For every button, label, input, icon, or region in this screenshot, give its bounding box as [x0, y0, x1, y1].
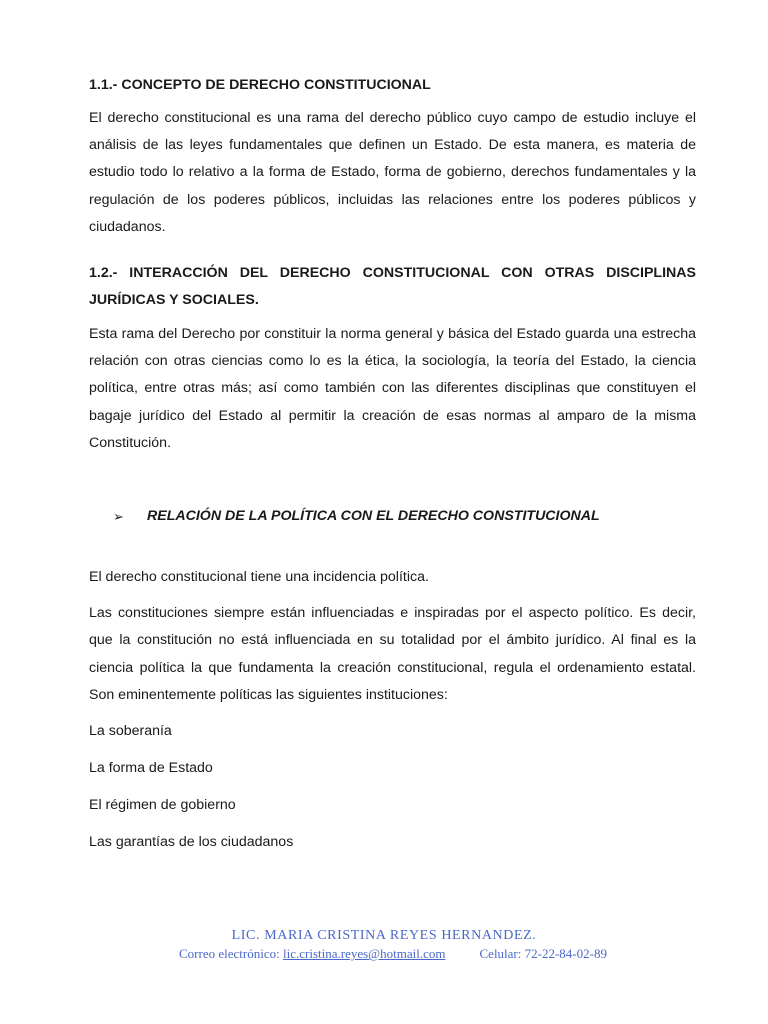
footer-email-label: Correo electrónico:	[179, 946, 280, 961]
footer-email-link[interactable]: lic.cristina.reyes@hotmail.com	[282, 946, 446, 961]
list-item: La forma de Estado	[89, 760, 213, 777]
section-3-paragraph-1: El derecho constitucional tiene una incidencia política.	[89, 569, 429, 586]
footer-contact-line	[0, 946, 768, 962]
section-3-heading	[89, 503, 696, 530]
list-item: La soberanía	[89, 723, 172, 740]
section-1-heading: 1.1.- CONCEPTO DE DERECHO CONSTITUCIONAL	[89, 77, 431, 93]
footer-phone-label: Celular:	[479, 946, 522, 961]
document-page	[89, 72, 696, 856]
section-2-heading: 1.2.- INTERACCIÓN DEL DERECHO CONSTITUCIONAL CON OTRAS DISCIPLINAS JURÍDICAS Y SOCIALES.	[89, 265, 696, 309]
list-item: Las garantías de los ciudadanos	[89, 834, 294, 851]
section-3-paragraph-2: Las constituciones siempre están influenciadas e inspiradas por el aspecto político. Es decir, que la constitución no está influenciada en su totalidad por el ámbito jurídico. Al final es la ciencia política la que fundamenta la creación constitucional, regula el ordenamiento estatal. Son eminentemente políticas las siguientes instituciones:	[89, 605, 696, 703]
footer-phone: 72-22-84-02-89	[524, 946, 607, 961]
arrow-bullet-icon: ➢	[113, 509, 124, 525]
section-2-paragraph: Esta rama del Derecho por constituir la norma general y básica del Estado guarda una estrecha relación con otras ciencias como lo es la ética, la sociología, la teoría del Estado, la ciencia política, entre otras más; así como también con las diferentes disciplinas que constituyen el bagaje jurídico del Estado al permitir la creación de esas normas al amparo de la misma Constitución.	[89, 326, 696, 451]
list-item: El régimen de gobierno	[89, 797, 236, 814]
footer-author-name: LIC. MARIA CRISTINA REYES HERNANDEZ.	[231, 928, 537, 943]
section-1-paragraph: El derecho constitucional es una rama del derecho público cuyo campo de estudio incluye el análisis de las leyes fundamentales que definen un Estado. De esta manera, es materia de estudio todo lo relativo a la forma de Estado, forma de gobierno, derechos fundamentales y la regulación de los poderes públicos, incluidas las relaciones entre los poderes públicos y ciudadanos.	[89, 110, 696, 235]
section-3-heading-text: RELACIÓN DE LA POLÍTICA CON EL DERECHO CONSTITUCIONAL	[147, 508, 600, 525]
page-footer	[0, 926, 768, 962]
